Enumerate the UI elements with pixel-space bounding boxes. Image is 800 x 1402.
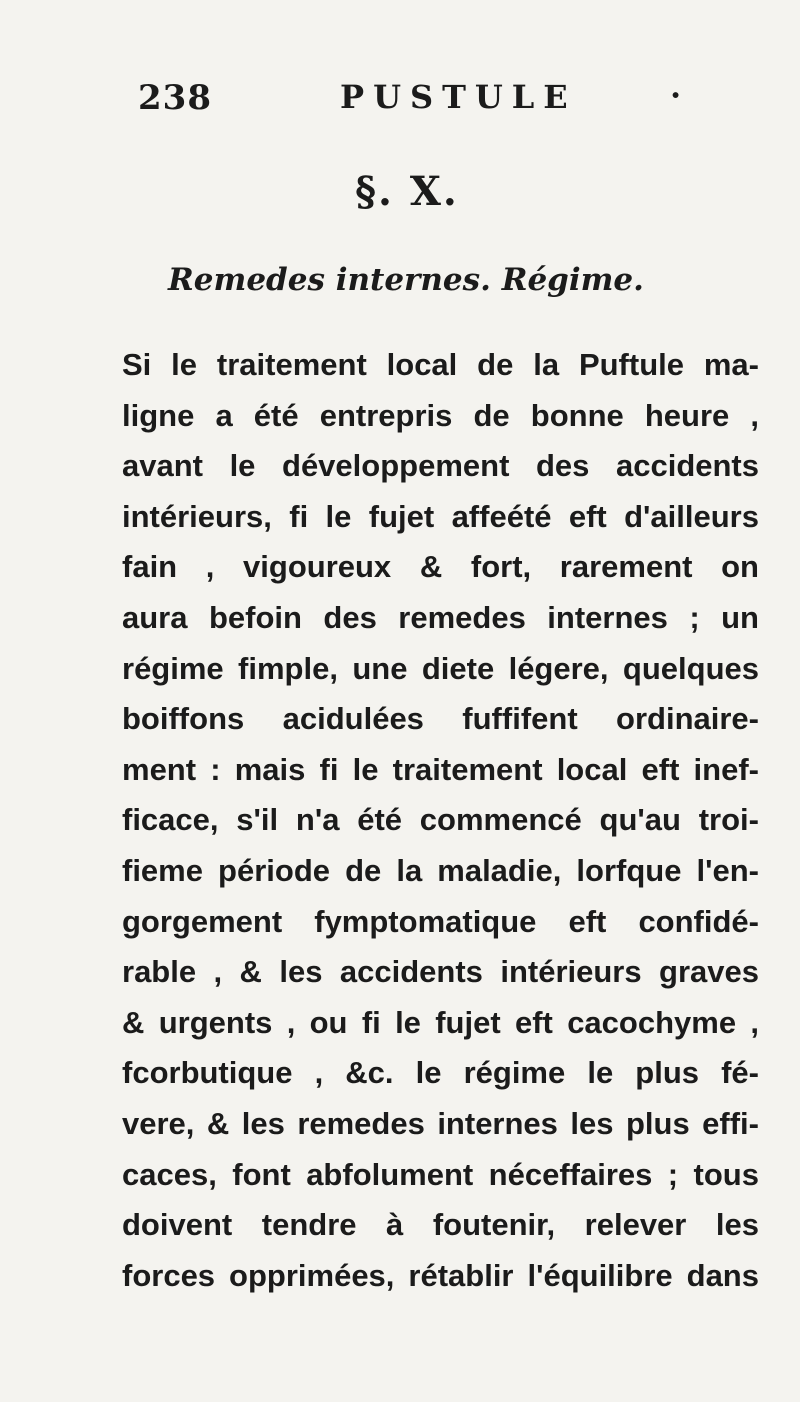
text-line: forces opprimées, rétablir l'équilibre dans: [122, 1257, 759, 1293]
section-number: §. X.: [355, 168, 459, 215]
text-line: ligne a été entrepris de bonne heure ,: [122, 397, 759, 433]
section-subtitle: Remedes internes. Régime.: [168, 262, 644, 298]
text-line: fain , vigoureux & fort, rarement on: [122, 549, 759, 585]
text-line: Si le traitement local de la Puftule ma-: [122, 347, 759, 382]
text-line: doivent tendre à foutenir, relever les: [122, 1207, 759, 1243]
text-line: boiffons acidulées fuffifent ordinaire-: [122, 701, 759, 737]
running-title: PUSTULE: [340, 78, 577, 116]
running-head: [138, 78, 738, 128]
text-line: rable , & les accidents intérieurs graves: [122, 954, 759, 990]
text-line: & urgents , ou fi le fujet eft cacochyme ,: [122, 1004, 759, 1040]
text-line: fcorbutique , &c. le régime le plus fé-: [122, 1055, 759, 1091]
text-line: fieme période de la maladie, lorfque l'en-: [122, 852, 759, 888]
text-line: vere, & les remedes internes les plus effi-: [122, 1105, 759, 1141]
text-line: aura befoin des remedes internes ; un: [122, 599, 759, 635]
page-number: 238: [138, 78, 212, 118]
running-head-ornament: ·: [670, 76, 682, 114]
text-line: ment : mais fi le traitement local eft inef-: [122, 751, 759, 787]
text-line: ficace, s'il n'a été commencé qu'au troi-: [122, 802, 759, 838]
body-paragraph: [122, 340, 759, 1301]
text-line: caces, font abfolument néceffaires ; tous: [122, 1156, 759, 1192]
text-line: régime fimple, une diete légere, quelques: [122, 650, 759, 686]
text-line: gorgement fymptomatique eft confidé-: [122, 903, 759, 939]
text-line: avant le développement des accidents: [122, 448, 759, 484]
text-line: intérieurs, fi le fujet affeété eft d'ailleurs: [122, 498, 759, 534]
